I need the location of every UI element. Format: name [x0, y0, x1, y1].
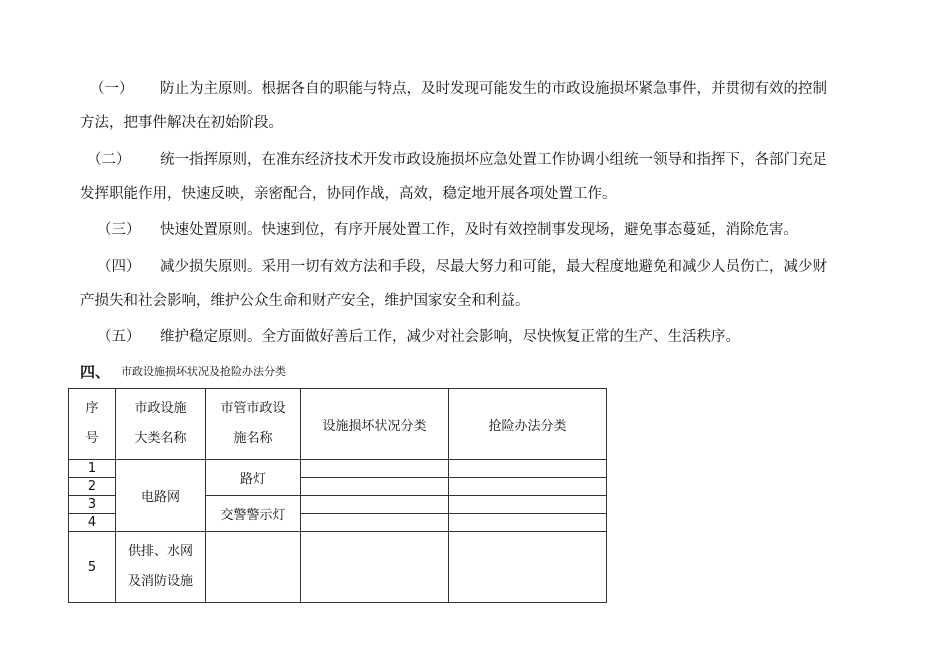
damage-cell — [301, 514, 449, 532]
row-number: 1 — [69, 460, 116, 478]
damage-cell — [301, 460, 449, 478]
principle-1-text: 防止为主原则。根据各自的职能与特点，及时发现可能发生的市政设施损坏紧急事件，并贯彻有效的控制 — [160, 81, 827, 97]
table-row — [69, 532, 607, 603]
row-number: 5 — [69, 532, 116, 603]
section-subtitle: 市政设施损坏状况及抢险办法分类 — [121, 365, 286, 378]
header-damage: 设施损坏状况分类 — [301, 389, 449, 460]
damage-cell — [301, 532, 449, 603]
principle-2-text-cont: 发挥职能作用，快速反映，亲密配合，协同作战，高效，稳定地开展各项处置工作。 — [80, 186, 617, 202]
principle-1-text-cont: 方法，把事件解决在初始阶段。 — [80, 115, 283, 131]
row-number: 4 — [69, 514, 116, 532]
damage-cell — [301, 496, 449, 514]
principle-3-number: （三） — [97, 222, 141, 238]
method-cell — [449, 496, 607, 514]
header-category: 市政设施 大类名称 — [116, 389, 206, 460]
principle-4-text: 减少损失原则。采用一切有效方法和手段，尽最大努力和可能，最大程度地避免和减少人员伤亡，减少财 — [160, 259, 827, 275]
principle-1 — [80, 72, 900, 140]
category-cell: 供排、水网 及消防设施 — [116, 532, 206, 603]
principle-3 — [80, 213, 900, 247]
row-number: 3 — [69, 496, 116, 514]
category-cell: 电路网 — [116, 460, 206, 532]
section-heading: 四、 — [80, 363, 111, 381]
facility-cell: 交警警示灯 — [206, 496, 301, 532]
principle-3-text: 快速处置原则。快速到位，有序开展处置工作，及时有效控制事发现场，避免事态蔓延，消除危害。 — [160, 222, 798, 238]
method-cell — [449, 478, 607, 496]
classification-table — [68, 388, 607, 603]
row-number: 2 — [69, 478, 116, 496]
principle-4-text-cont: 产损失和社会影响，维护公众生命和财产安全，维护国家安全和利益。 — [80, 293, 530, 309]
facility-cell — [206, 532, 301, 603]
principle-5-number: （五） — [97, 329, 141, 345]
facility-cell: 路灯 — [206, 460, 301, 496]
method-cell — [449, 460, 607, 478]
method-cell — [449, 532, 607, 603]
principle-5 — [80, 320, 900, 354]
damage-cell — [301, 478, 449, 496]
principle-5-text: 维护稳定原则。全方面做好善后工作，减少对社会影响，尽快恢复正常的生产、生活秩序。 — [160, 329, 740, 345]
principle-1-number: （一） — [90, 81, 134, 97]
principle-2-number: （二） — [87, 152, 131, 168]
principle-4 — [80, 250, 900, 318]
principle-2 — [80, 143, 900, 211]
table-row — [69, 460, 607, 478]
header-facility: 市管市政设 施名称 — [206, 389, 301, 460]
method-cell — [449, 514, 607, 532]
principle-2-text: 统一指挥原则，在准东经济技术开发市政设施损坏应急处置工作协调小组统一领导和指挥下，各部门充足 — [160, 152, 827, 168]
header-seq: 序 号 — [69, 389, 116, 460]
principle-4-number: （四） — [97, 259, 141, 275]
header-method: 抢险办法分类 — [449, 389, 607, 460]
table-header-row — [69, 389, 607, 460]
